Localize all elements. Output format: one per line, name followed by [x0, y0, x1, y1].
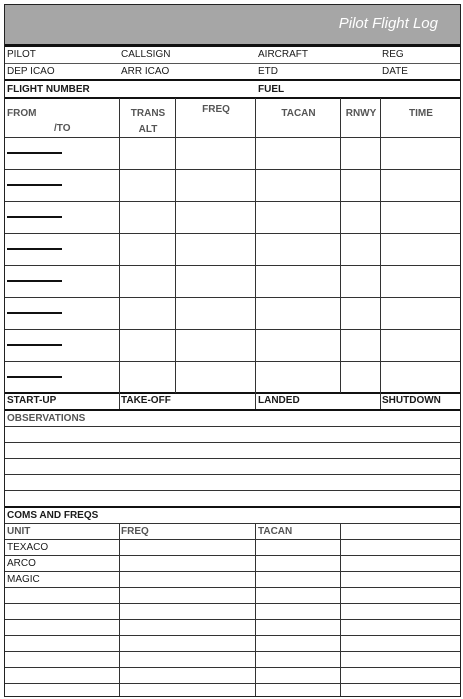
from-label: FROM — [7, 108, 37, 119]
title-bar — [5, 5, 460, 47]
coms-row-line — [5, 539, 460, 540]
col-divider — [255, 393, 256, 409]
col-divider — [175, 98, 176, 393]
route-row-line — [5, 137, 460, 138]
from-to-separator — [7, 312, 62, 314]
etd-label: ETD — [258, 66, 278, 77]
coms-row-line — [5, 555, 460, 556]
coms-row-line — [5, 635, 460, 636]
row-divider — [5, 63, 460, 64]
route-row-line — [5, 392, 460, 394]
coms-freq-label: FREQ — [121, 526, 149, 537]
page-title: Pilot Flight Log — [338, 15, 438, 32]
route-row-line — [5, 361, 460, 362]
coms-tacan-label: TACAN — [258, 526, 293, 537]
from-to-separator — [7, 280, 62, 282]
coms-row-line — [5, 667, 460, 668]
col-divider — [380, 98, 381, 393]
route-row-line — [5, 329, 460, 330]
route-row-line — [5, 169, 460, 170]
landed-label: LANDED — [258, 395, 300, 406]
coms-row-line — [5, 683, 460, 684]
route-row-line — [5, 201, 460, 202]
startup-label: START-UP — [7, 395, 57, 406]
arr-icao-label: ARR ICAO — [121, 66, 170, 77]
col-divider — [340, 523, 341, 696]
observation-line — [5, 458, 460, 459]
flight-number-label: FLIGHT NUMBER — [7, 84, 90, 95]
row-divider — [5, 97, 460, 99]
col-divider — [340, 98, 341, 393]
coms-row-line — [5, 571, 460, 572]
freq-label: FREQ — [202, 104, 230, 115]
coms-title: COMS AND FREQS — [7, 510, 99, 521]
takeoff-label: TAKE-OFF — [121, 395, 171, 406]
coms-row-line — [5, 523, 460, 524]
row-divider — [5, 409, 460, 411]
rnwy-label: RNWY — [345, 108, 377, 119]
to-label: /TO — [54, 123, 71, 134]
from-to-separator — [7, 184, 62, 186]
trans-label: TRANS — [130, 108, 166, 119]
route-row-line — [5, 233, 460, 234]
dep-icao-label: DEP ICAO — [7, 66, 55, 77]
observation-line — [5, 442, 460, 443]
col-divider — [119, 523, 120, 696]
coms-row-line — [5, 587, 460, 588]
fuel-label: FUEL — [258, 84, 285, 95]
shutdown-label: SHUTDOWN — [382, 395, 441, 406]
from-to-separator — [7, 152, 62, 154]
date-label: DATE — [382, 66, 408, 77]
unit-texaco: TEXACO — [7, 542, 49, 553]
time-label: TIME — [409, 108, 433, 119]
observations-label: OBSERVATIONS — [7, 413, 86, 424]
alt-label: ALT — [138, 124, 158, 135]
row-divider — [5, 506, 460, 508]
col-divider — [119, 98, 120, 393]
row-divider — [5, 79, 460, 81]
col-divider — [255, 98, 256, 393]
observation-line — [5, 474, 460, 475]
reg-label: REG — [382, 49, 404, 60]
coms-row-line — [5, 651, 460, 652]
col-divider — [119, 393, 120, 409]
route-row-line — [5, 265, 460, 266]
coms-row-line — [5, 619, 460, 620]
pilot-label: PILOT — [7, 49, 36, 60]
aircraft-label: AIRCRAFT — [258, 49, 308, 60]
from-to-separator — [7, 376, 62, 378]
from-to-separator — [7, 344, 62, 346]
from-to-separator — [7, 248, 62, 250]
col-divider — [255, 523, 256, 696]
tacan-label: TACAN — [281, 108, 316, 119]
from-to-separator — [7, 216, 62, 218]
col-divider — [380, 393, 381, 409]
observation-line — [5, 426, 460, 427]
observation-line — [5, 490, 460, 491]
unit-magic: MAGIC — [7, 574, 40, 585]
route-row-line — [5, 297, 460, 298]
coms-row-line — [5, 603, 460, 604]
callsign-label: CALLSIGN — [121, 49, 171, 60]
unit-arco: ARCO — [7, 558, 36, 569]
unit-label: UNIT — [7, 526, 31, 537]
